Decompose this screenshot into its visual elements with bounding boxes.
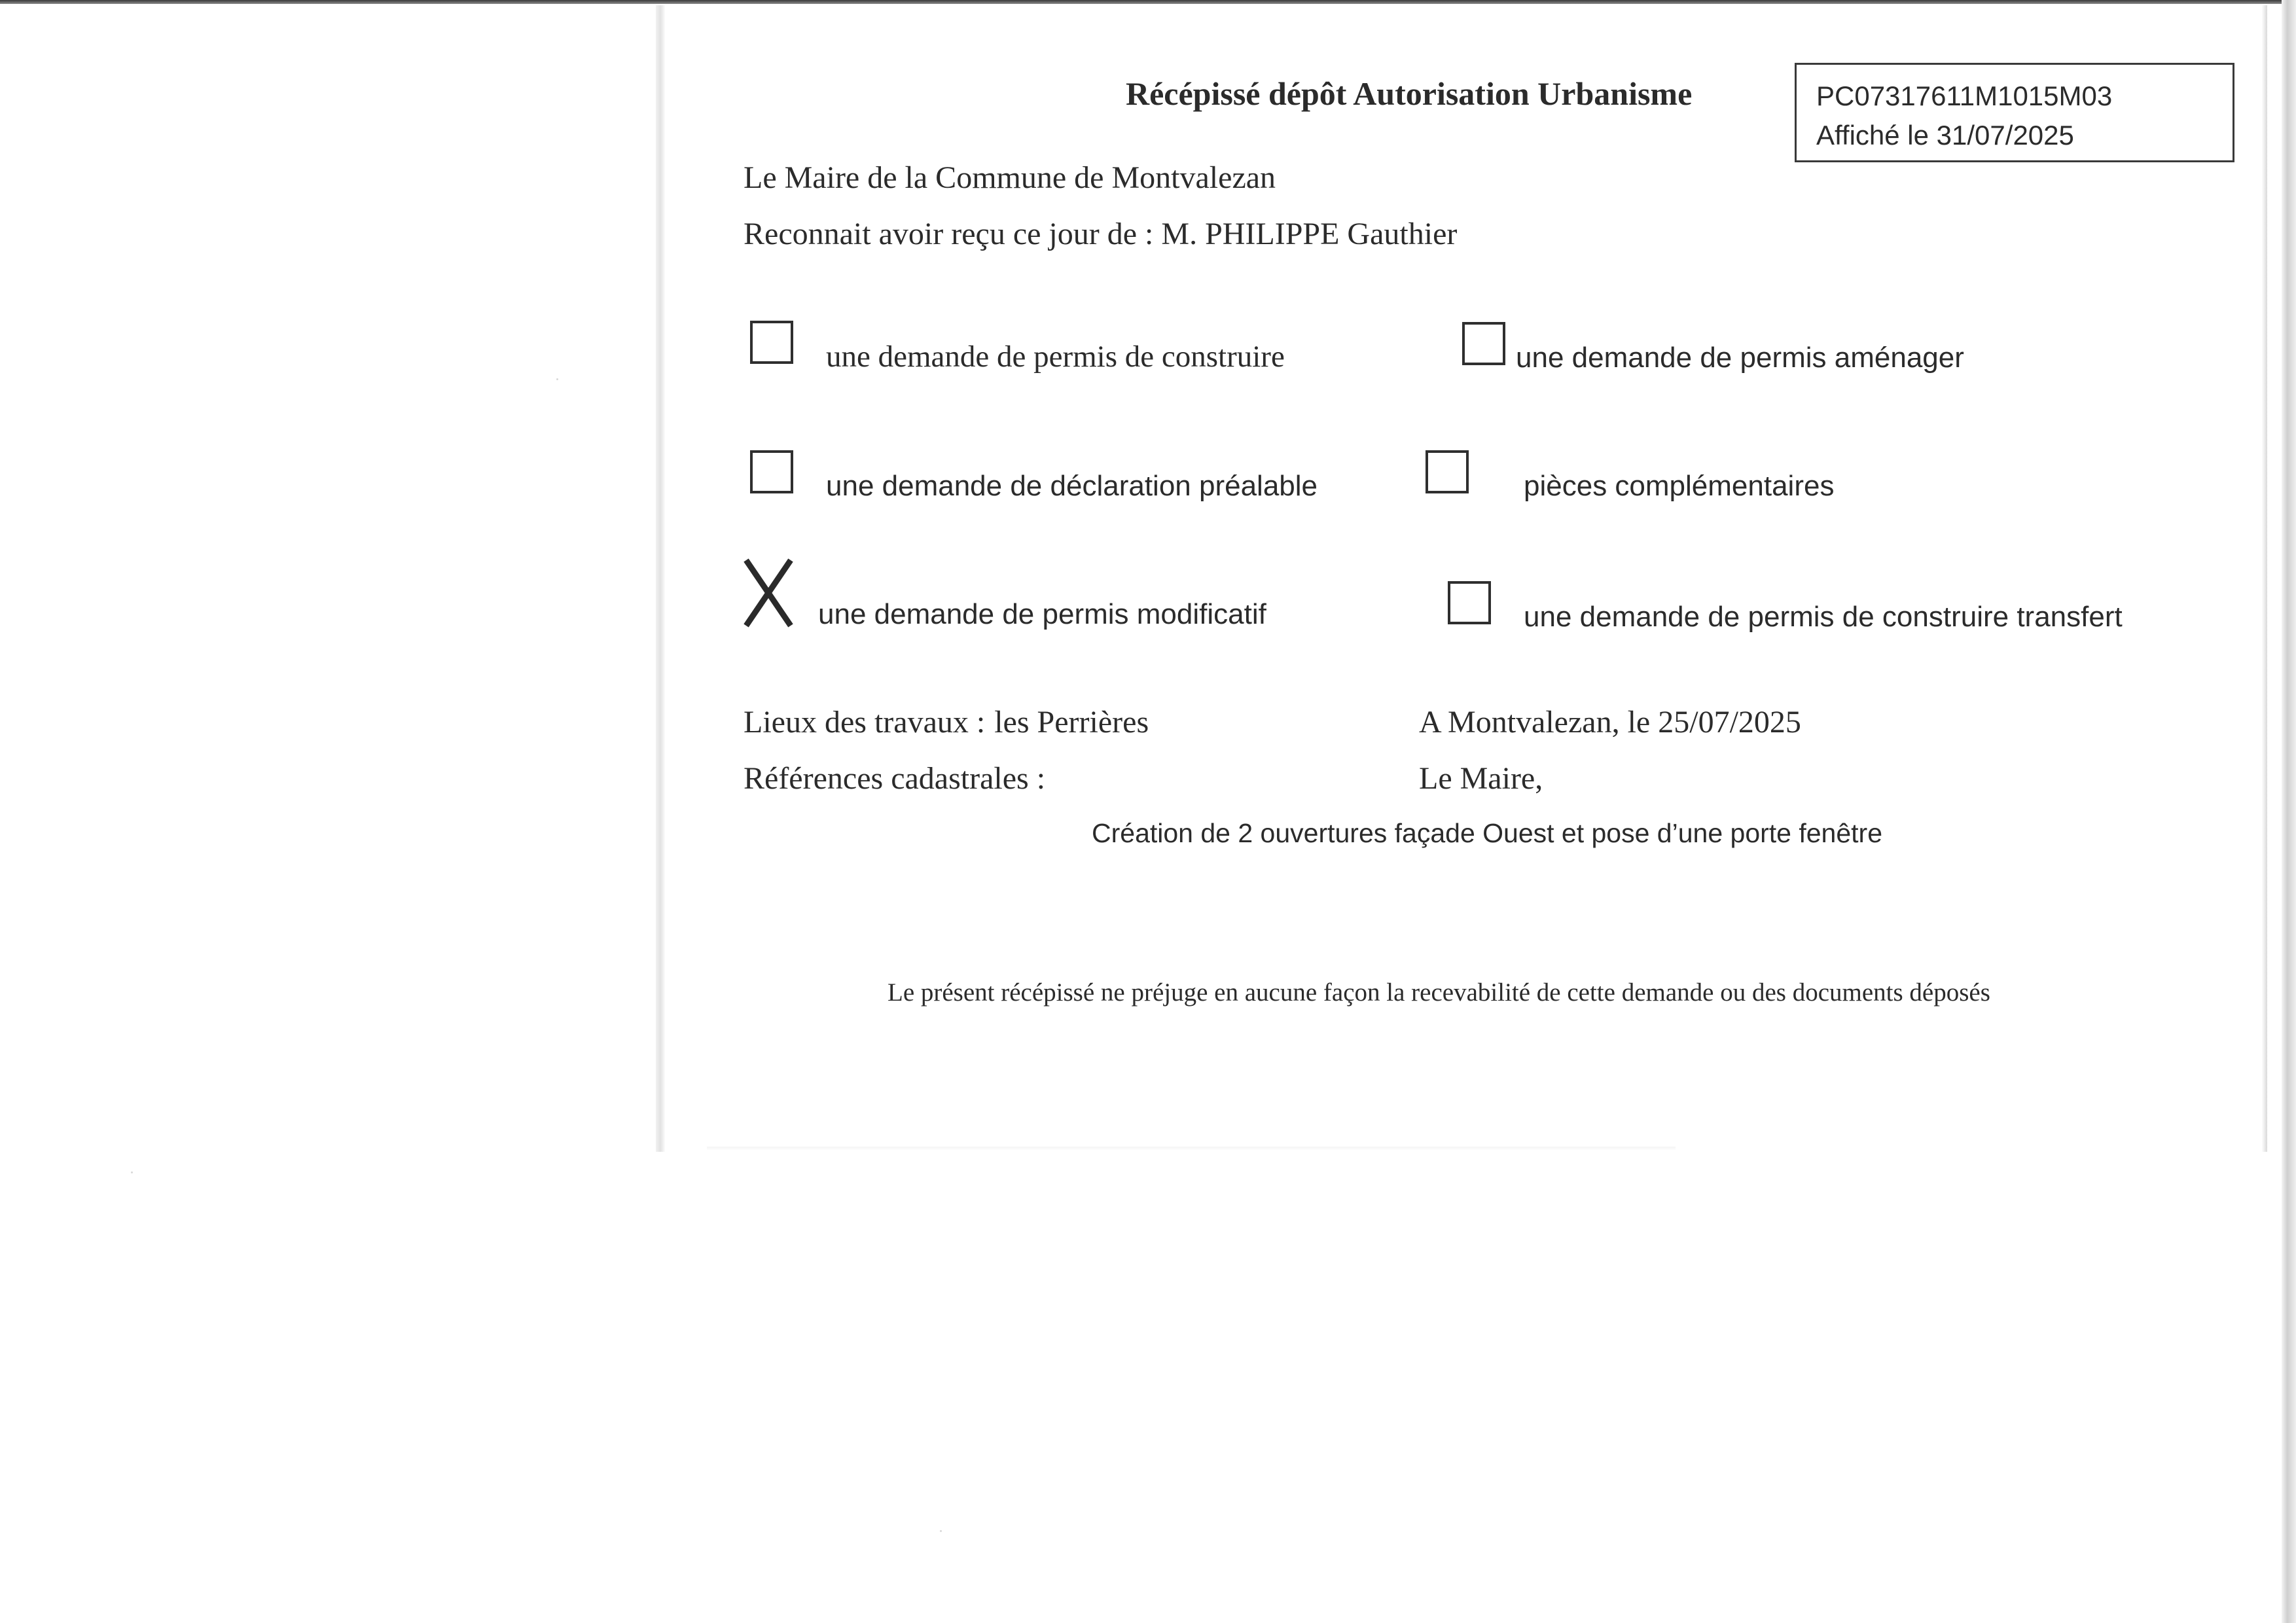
disclaimer: Le présent récépissé ne préjuge en aucune façon la recevabilité de cette demande ou des documents déposés [888,978,1990,1007]
checkbox-declaration-prealable[interactable] [750,450,793,493]
reference-box [1795,63,2234,162]
checkbox-permis-amenager[interactable] [1462,322,1505,365]
works-description: Création de 2 ouvertures façade Ouest et pose d’une porte fenêtre [1092,818,1882,848]
receipt-sheet-right-edge [2262,5,2267,1152]
cadastral-references [744,760,1054,796]
checkbox-permis-construire[interactable] [750,321,793,364]
mayor-line: Le Maire de la Commune de Montvalezan [744,160,1276,195]
scan-speck [131,1171,133,1173]
place-and-date: A Montvalezan, le 25/07/2025 [1419,705,1801,740]
works-location-label: Lieux des travaux : [744,705,986,740]
option-label-pieces-complementaires: pièces complémentaires [1524,470,1835,502]
option-label-permis-amenager: une demande de permis aménager [1516,342,1964,374]
works-location-value: les Perrières [994,705,1149,740]
checkbox-pieces-complementaires[interactable] [1426,450,1469,493]
option-label-permis-modificatif: une demande de permis modificatif [818,598,1266,630]
document-title: Récépissé dépôt Autorisation Urbanisme [1126,75,1693,112]
file-number: PC07317611M1015M03 [1816,80,2113,111]
signatory: Le Maire, [1419,761,1543,796]
works-location [744,704,1149,740]
checked-x-mark-icon[interactable] [742,558,795,630]
option-label-permis-construire-transfert: une demande de permis de construire transfert [1524,601,2123,633]
scan-top-edge [0,0,2296,4]
received-from-line: Reconnait avoir reçu ce jour de : M. PHILIPPE Gauthier [744,217,1458,251]
posted-date: Affiché le 31/07/2025 [1816,120,2074,151]
option-label-declaration-prealable: une demande de déclaration préalable [826,470,1318,502]
scan-speck [940,1530,942,1532]
checkbox-permis-construire-transfert[interactable] [1448,581,1491,624]
receipt-sheet-left-edge [656,5,665,1152]
scan-right-edge [2282,0,2296,1623]
option-label-permis-construire: une demande de permis de construire [826,340,1285,374]
receipt-sheet-bottom-edge [707,1147,1676,1150]
cadastral-references-label: Références cadastrales : [744,761,1046,796]
scan-speck [556,378,558,380]
